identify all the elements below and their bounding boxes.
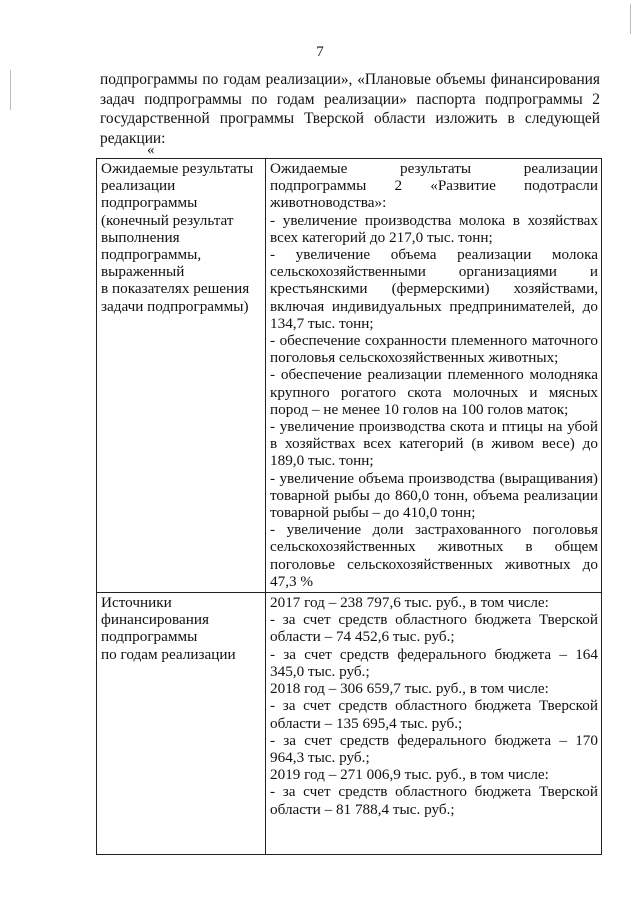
label-line: финансирования (101, 611, 209, 629)
results-item: - обеспечение сохранности племенного маточного поголовья сельскохозяйственных животных; (270, 332, 598, 367)
page-number: 7 (316, 44, 324, 60)
expected-results-content-cell (266, 159, 602, 593)
label-line: Ожидаемые результаты (101, 160, 254, 177)
label-line: по годам реализации (101, 645, 236, 663)
results-item: - обеспечение реализации племенного молодняка крупного рогатого скота молочных и мясных пород – не менее 10 голов на 100 голов маток; (270, 366, 598, 418)
opening-quote: « (147, 142, 155, 158)
intro-paragraph: подпрограммы по годам реализации», «Плановые объемы финансирования задач подпрограммы по годам реализации» паспорта подпрограммы 2 государственной программы Тверской области изложить в следующей редакции: (100, 71, 600, 147)
funding-item: - за счет средств областного бюджета Тверской области – 74 452,6 тыс. руб.; (270, 611, 598, 646)
subprogram-passport-table (96, 158, 602, 855)
table-row-funding-sources (97, 593, 602, 855)
funding-item: 2017 год – 238 797,6 тыс. руб., в том числе: (270, 594, 549, 612)
label-line: реализации (101, 177, 176, 195)
funding-item: 2019 год – 271 006,9 тыс. руб., в том числе: (270, 766, 549, 784)
table-row-expected-results (97, 159, 602, 593)
label-line: (конечный результат (101, 211, 234, 229)
expected-results-label-cell (97, 159, 266, 593)
label-line: подпрограммы (101, 194, 198, 212)
funding-item: - за счет средств областного бюджета Тверской области – 81 788,4 тыс. руб.; (270, 783, 598, 818)
results-item: Ожидаемые результаты реализации подпрограммы 2 «Развитие подотрасли животноводства»: (270, 160, 598, 212)
label-line: задачи подпрограммы) (101, 297, 249, 315)
scan-edge-mark-right (630, 4, 631, 34)
results-item: - увеличение объема реализации молока сельскохозяйственными организациями и крестьянскими (фермерскими) хозяйствами, включая индивидуальных предпринимателей, до 134,7 тыс. тонн; (270, 246, 598, 332)
scan-edge-mark-left (10, 70, 11, 110)
label-line: выполнения (101, 228, 180, 246)
label-line: подпрограммы (101, 628, 198, 646)
funding-sources-content-cell (266, 593, 602, 855)
results-item: - увеличение производства скота и птицы на убой в хозяйствах всех категорий (в живом весе) до 189,0 тыс. тонн; (270, 418, 598, 470)
label-line: подпрограммы, (101, 246, 202, 264)
label-line: выраженный (101, 263, 185, 281)
funding-item: - за счет средств областного бюджета Тверской области – 135 695,4 тыс. руб.; (270, 697, 598, 732)
funding-item: - за счет средств федерального бюджета – 164 345,0 тыс. руб.; (270, 645, 598, 680)
results-item: - увеличение объема производства (выращивания) товарной рыбы до 860,0 тонн, объема реализации товарной рыбы – до 410,0 тонн; (270, 469, 598, 522)
label-line: Источники (101, 594, 172, 612)
funding-item: - за счет средств федерального бюджета – 170 964,3 тыс. руб.; (270, 731, 598, 766)
results-item: - увеличение производства молока в хозяйствах всех категорий до 217,0 тыс. тонн; (270, 211, 598, 246)
funding-item: 2018 год – 306 659,7 тыс. руб., в том числе: (270, 680, 549, 698)
results-item: - увеличение доли застрахованного поголовья сельскохозяйственных животных в общем поголовье сельскохозяйственных животных до 47,3 % (270, 521, 598, 590)
funding-sources-label-cell (97, 593, 266, 855)
label-line: в показателях решения (101, 280, 250, 298)
